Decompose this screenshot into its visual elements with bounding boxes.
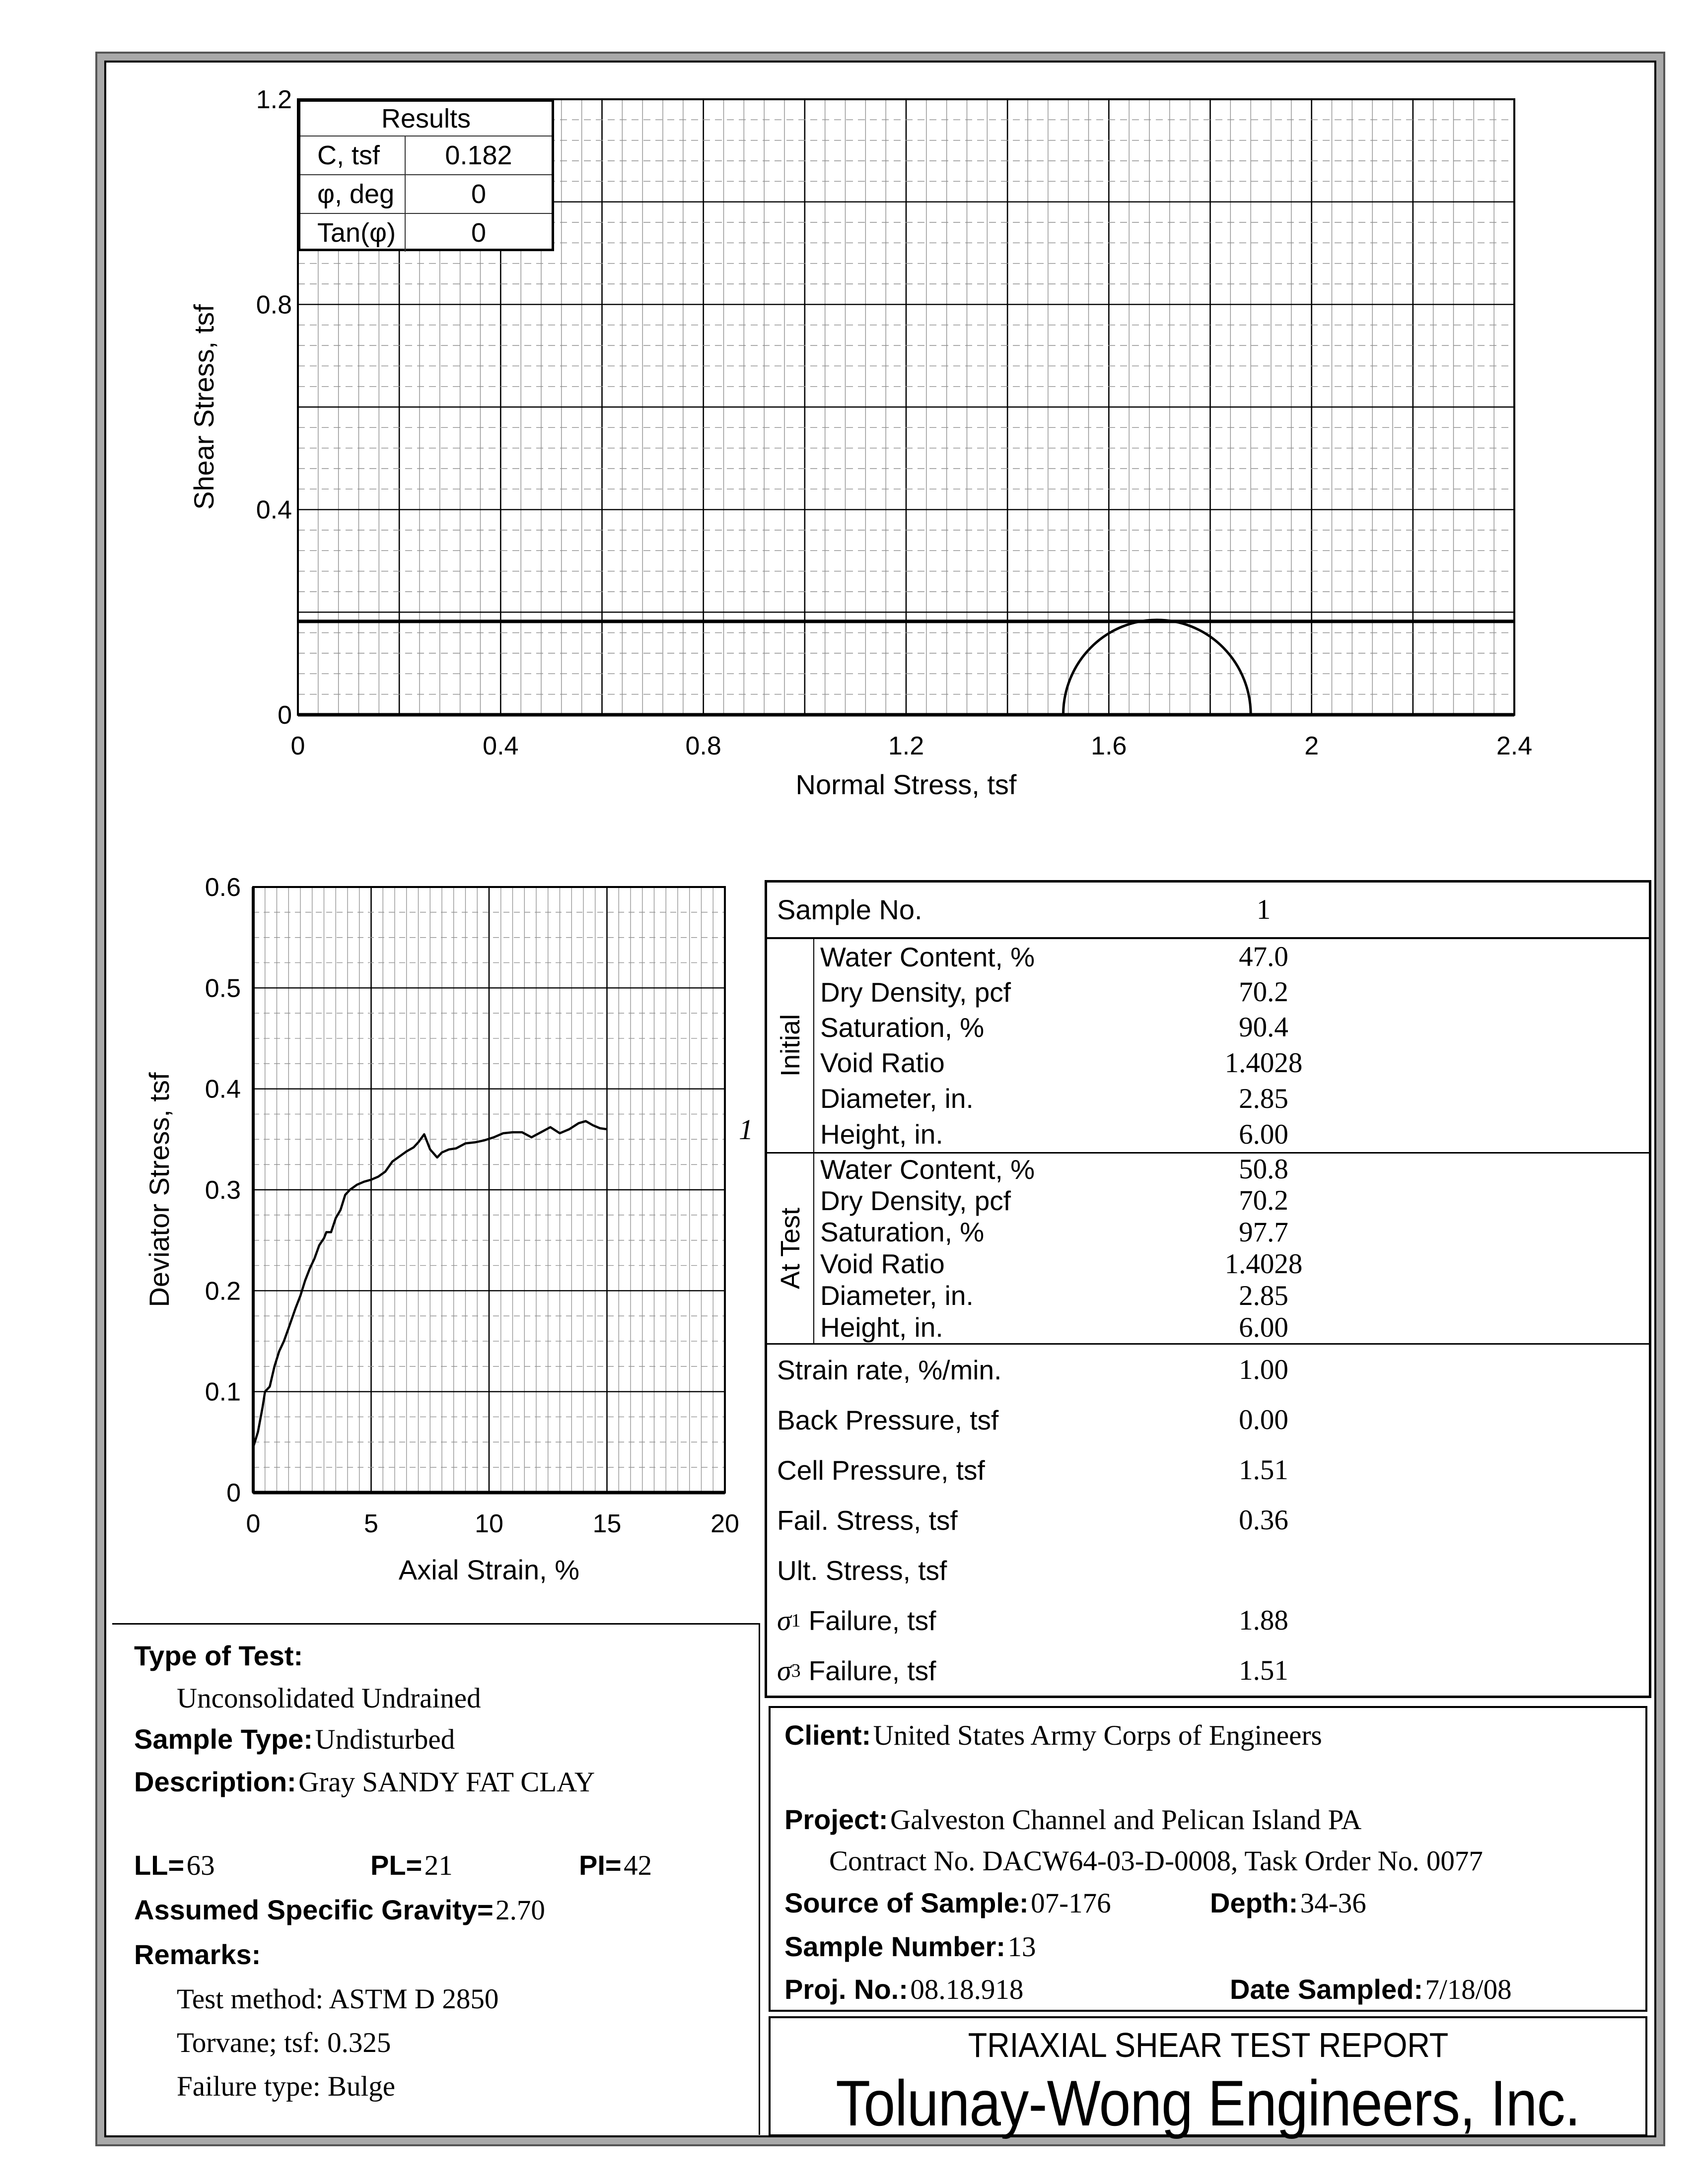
y-axis-title: Deviator Stress, tsf — [143, 1072, 175, 1307]
remark-torvane: Torvane; tsf: 0.325 — [177, 2027, 391, 2058]
cohesion-label: C, tsf — [300, 136, 406, 174]
contract-line: Contract No. DACW64-03-D-0008, Task Order No. 0077 — [829, 1845, 1483, 1877]
svg-text:5: 5 — [364, 1509, 378, 1538]
sample-type-line: Sample Type: Undisturbed — [134, 1723, 455, 1755]
source-of-sample-line: Source of Sample: 07-176 — [784, 1887, 1111, 1919]
depth-line: Depth: 34-36 — [1210, 1887, 1366, 1919]
initial-group-label: Initial — [767, 939, 814, 1152]
table-row — [300, 214, 552, 252]
test-info-panel — [112, 1623, 760, 2135]
table-row — [300, 175, 552, 214]
svg-text:20: 20 — [710, 1509, 739, 1538]
tan-phi-value: 0 — [471, 218, 487, 248]
svg-text:0.5: 0.5 — [205, 974, 241, 1003]
project-info-panel — [769, 1706, 1647, 2012]
y-axis-title: Shear Stress, tsf — [188, 304, 219, 510]
table-row: Void Ratio 1.4028 — [820, 1248, 1303, 1280]
sample-number-row — [767, 883, 1649, 939]
table-row: Dry Density, pcf 70.2 — [820, 1185, 1288, 1216]
svg-text:10: 10 — [475, 1509, 503, 1538]
sample-no-label: Sample No. — [777, 894, 922, 925]
cohesion-value: 0.182 — [445, 140, 512, 170]
x-axis-title: Axial Strain, % — [398, 1554, 580, 1585]
table-row-sigma3: σ 3 Failure, tsf 1.51 — [777, 1654, 1288, 1687]
svg-text:15: 15 — [592, 1509, 622, 1538]
svg-text:2: 2 — [1304, 732, 1319, 760]
svg-text:1.2: 1.2 — [256, 85, 292, 114]
table-row: Diameter, in. 2.85 — [820, 1083, 1288, 1114]
description-line: Description: Gray SANDY FAT CLAY — [134, 1766, 595, 1798]
table-row: Height, in. 6.00 — [820, 1311, 1288, 1343]
table-row: Back Pressure, tsf 0.00 — [777, 1404, 1288, 1435]
report-title: TRIAXIAL SHEAR TEST REPORT — [968, 2026, 1448, 2064]
svg-text:0.1: 0.1 — [205, 1377, 241, 1407]
table-row: Saturation, % 97.7 — [820, 1216, 1288, 1248]
svg-text:2.4: 2.4 — [1496, 732, 1533, 760]
sample-number-line: Sample Number: 13 — [784, 1931, 1036, 1963]
svg-text:0.4: 0.4 — [483, 732, 519, 760]
table-row-sigma1: σ 1 Failure, tsf 1.88 — [777, 1604, 1288, 1637]
svg-text:0.4: 0.4 — [256, 495, 292, 525]
grid-lines — [253, 887, 725, 1493]
phi-value: 0 — [471, 179, 487, 209]
svg-text:1.6: 1.6 — [1091, 732, 1127, 760]
svg-text:0.6: 0.6 — [205, 873, 241, 902]
mohr-circle — [1063, 620, 1251, 715]
initial-section — [767, 939, 1649, 1154]
remarks-label: Remarks: — [134, 1939, 261, 1970]
table-row: Saturation, % 90.4 — [820, 1012, 1288, 1043]
svg-text:0.8: 0.8 — [256, 290, 292, 320]
project-number-line: Proj. No.: 08.18.918 — [784, 1974, 1024, 2005]
table-row: Ult. Stress, tsf — [777, 1555, 947, 1586]
sample-no-value: 1 — [1256, 894, 1271, 925]
test-parameters-section — [767, 1345, 1649, 1696]
atterberg-limits-line: LL= 63 — [134, 1849, 215, 1881]
svg-text:1.2: 1.2 — [888, 732, 924, 760]
client-line: Client: United States Army Corps of Engineers — [784, 1719, 1322, 1751]
sample-data-table — [765, 880, 1651, 1698]
results-table — [298, 99, 554, 251]
results-table-title: Results — [300, 102, 552, 136]
at-test-section — [767, 1154, 1649, 1345]
stress-strain-chart — [119, 844, 814, 1593]
type-of-test-label: Type of Test: — [134, 1640, 303, 1671]
date-sampled-line: Date Sampled: 7/18/08 — [1230, 1974, 1512, 2005]
table-row — [300, 136, 552, 175]
remark-test-method: Test method: ASTM D 2850 — [177, 1983, 499, 2015]
company-name: Tolunay-Wong Engineers, Inc. — [836, 2067, 1580, 2139]
type-of-test-value: Unconsolidated Undrained — [177, 1683, 481, 1714]
table-row: Strain rate, %/min. 1.00 — [777, 1354, 1288, 1385]
x-axis-title: Normal Stress, tsf — [795, 769, 1017, 800]
specific-gravity-line: Assumed Specific Gravity= 2.70 — [134, 1894, 545, 1926]
table-row: Water Content, % 47.0 — [820, 941, 1288, 972]
sample-curve-label: 1 — [739, 1113, 753, 1146]
table-row: Cell Pressure, tsf 1.51 — [777, 1454, 1288, 1486]
remark-failure-type: Failure type: Bulge — [177, 2071, 396, 2102]
project-line: Project: Galveston Channel and Pelican Island PA — [784, 1804, 1362, 1836]
table-row: Dry Density, pcf 70.2 — [820, 976, 1288, 1008]
table-row: Void Ratio 1.4028 — [820, 1047, 1303, 1079]
table-row: Height, in. 6.00 — [820, 1118, 1288, 1150]
svg-text:0: 0 — [290, 732, 305, 760]
svg-text:0.3: 0.3 — [205, 1176, 241, 1205]
svg-text:0.4: 0.4 — [205, 1075, 241, 1104]
table-row: Diameter, in. 2.85 — [820, 1280, 1288, 1311]
plastic-limit: PL= 21 — [370, 1849, 453, 1881]
table-row: Water Content, % 50.8 — [820, 1154, 1288, 1185]
phi-label: φ, deg — [300, 175, 406, 213]
tan-phi-label: Tan(φ) — [300, 214, 406, 252]
svg-text:0: 0 — [246, 1509, 261, 1538]
axis-tick-labels — [205, 873, 739, 1538]
report-title-block — [769, 2016, 1647, 2139]
plasticity-index: PI= 42 — [579, 1849, 652, 1881]
table-row: Fail. Stress, tsf 0.36 — [777, 1504, 1288, 1536]
svg-text:0: 0 — [226, 1479, 241, 1507]
svg-text:0.2: 0.2 — [205, 1277, 241, 1306]
at-test-group-label: At Test — [767, 1154, 814, 1343]
svg-text:0: 0 — [278, 701, 292, 730]
svg-text:0.8: 0.8 — [685, 732, 721, 760]
